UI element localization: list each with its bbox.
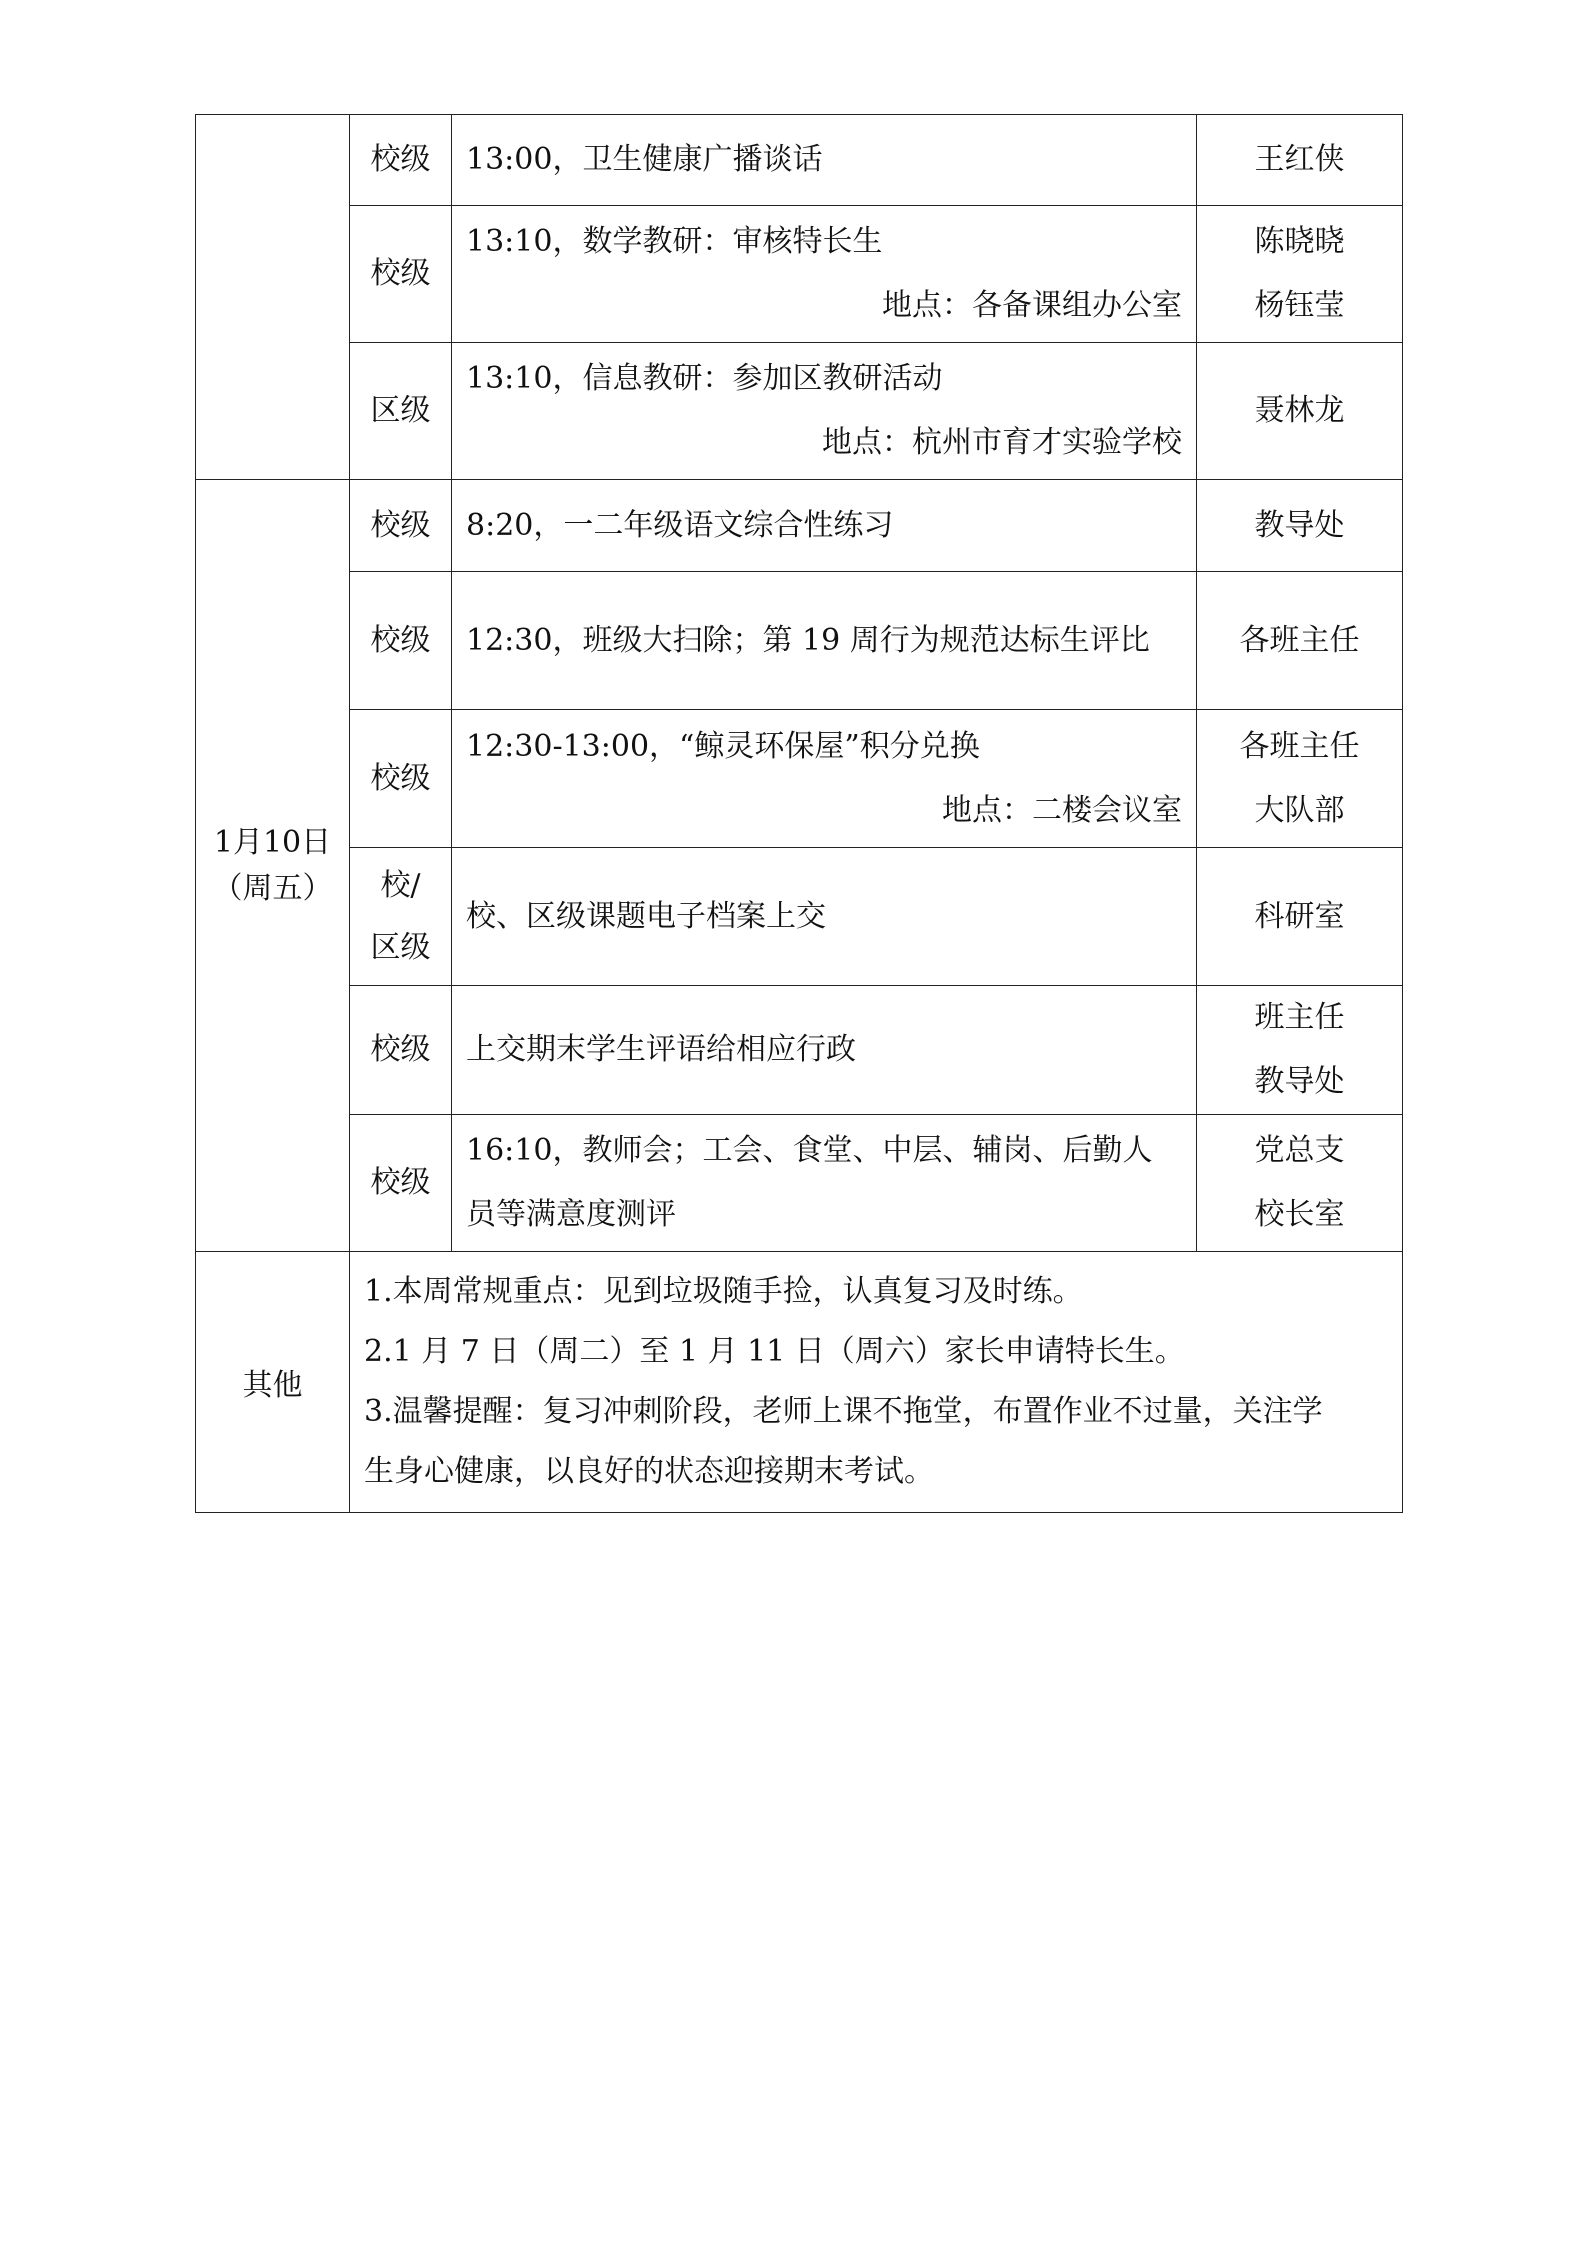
date-cell-empty: [196, 115, 350, 480]
others-note: 2.1 月 7 日（周二）至 1 月 11 日（周六）家长申请特长生。: [364, 1334, 1185, 1369]
person-name: 杨钰莹: [1254, 288, 1345, 323]
level-cell: [350, 848, 452, 986]
table-row: [196, 115, 1403, 206]
person-cell: [1197, 572, 1403, 710]
person-name: 科研室: [1254, 898, 1345, 934]
content-cell: [452, 343, 1197, 480]
person-cell: [1197, 1115, 1403, 1252]
person-name: 大队部: [1254, 792, 1345, 828]
schedule-table: [195, 114, 1403, 1513]
level-text: 校/: [380, 867, 421, 903]
date-text: 1月10日: [213, 824, 332, 860]
level-text: 校级: [370, 1165, 431, 1200]
level-cell: 校级: [350, 206, 452, 343]
person-cell: [1197, 115, 1403, 206]
table-row: [196, 1115, 1403, 1252]
level-cell: [350, 986, 452, 1115]
level-text: 校级: [370, 622, 431, 658]
level-cell: [350, 710, 452, 848]
person-cell: [1197, 343, 1403, 480]
person-name: 校长室: [1254, 1197, 1345, 1232]
table-row: [196, 480, 1403, 572]
level-cell: 区级: [350, 343, 452, 480]
person-name: 聂林龙: [1254, 393, 1345, 428]
weekday-text: （周五）: [212, 870, 333, 906]
content-line: 16:10，教师会；工会、食堂、中层、辅岗、后勤人: [466, 1133, 1153, 1168]
level-cell: [350, 1115, 452, 1252]
person-name: 党总支: [1254, 1133, 1345, 1168]
content-cell: [452, 572, 1197, 710]
level-text: 校级: [370, 760, 431, 796]
date-cell: [196, 480, 350, 1252]
content-cell: [452, 480, 1197, 572]
location-text: 地点：杭州市育才实验学校: [822, 425, 1182, 460]
content-line: 13:10，数学教研：审核特长生: [466, 224, 883, 259]
others-note: 生身心健康，以良好的状态迎接期末考试。: [364, 1454, 934, 1489]
content-cell: [452, 115, 1197, 206]
person-cell: [1197, 986, 1403, 1115]
content-cell: [452, 1115, 1197, 1252]
content-line: 校、区级课题电子档案上交: [466, 898, 826, 934]
table-row: [196, 848, 1403, 986]
content-cell: [452, 848, 1197, 986]
person-name: 王红侠: [1254, 142, 1345, 177]
person-name: 教导处: [1254, 1064, 1345, 1099]
others-note: 1.本周常规重点：见到垃圾随手捡，认真复习及时练。: [364, 1274, 1083, 1309]
level-cell: [350, 480, 452, 572]
level-text: 校级: [370, 1032, 431, 1067]
person-name: 各班主任: [1239, 728, 1360, 764]
person-cell: [1197, 206, 1403, 343]
level-text: 区级: [370, 929, 431, 965]
table-row: [196, 343, 1403, 480]
person-name: 班主任: [1254, 1000, 1345, 1035]
person-cell: [1197, 480, 1403, 572]
table-row: [196, 710, 1403, 848]
content-line: 13:10，信息教研：参加区教研活动: [466, 361, 943, 396]
level-text: 校级: [370, 507, 431, 543]
location-text: 地点：二楼会议室: [942, 792, 1182, 828]
content-line: 员等满意度测评: [466, 1197, 676, 1232]
content-cell: [452, 710, 1197, 848]
others-label: 其他: [196, 1252, 350, 1513]
others-note: 3.温馨提醒：复习冲刺阶段，老师上课不拖堂，布置作业不过量，关注学: [364, 1394, 1323, 1429]
content-line: 12:30，班级大扫除；第 19 周行为规范达标生评比: [466, 622, 1150, 658]
level-cell: [350, 572, 452, 710]
table-row: [196, 206, 1403, 343]
content-line: 8:20，一二年级语文综合性练习: [466, 507, 894, 543]
table-row: [196, 572, 1403, 710]
person-name: 教导处: [1254, 507, 1345, 543]
content-cell: [452, 206, 1197, 343]
table-row: [196, 986, 1403, 1115]
person-cell: [1197, 710, 1403, 848]
person-name: 各班主任: [1239, 622, 1360, 658]
person-name: 陈晓晓: [1254, 224, 1345, 259]
others-row: [196, 1252, 1403, 1513]
content-line: 13:00，卫生健康广播谈话: [466, 142, 823, 177]
location-text: 地点：各备课组办公室: [882, 288, 1182, 323]
person-cell: [1197, 848, 1403, 986]
others-notes: [350, 1252, 1403, 1513]
level-cell: 校级: [350, 115, 452, 206]
content-line: 12:30-13:00，“鲸灵环保屋”积分兑换: [466, 728, 980, 764]
content-line: 上交期末学生评语给相应行政: [466, 1032, 856, 1067]
content-cell: [452, 986, 1197, 1115]
